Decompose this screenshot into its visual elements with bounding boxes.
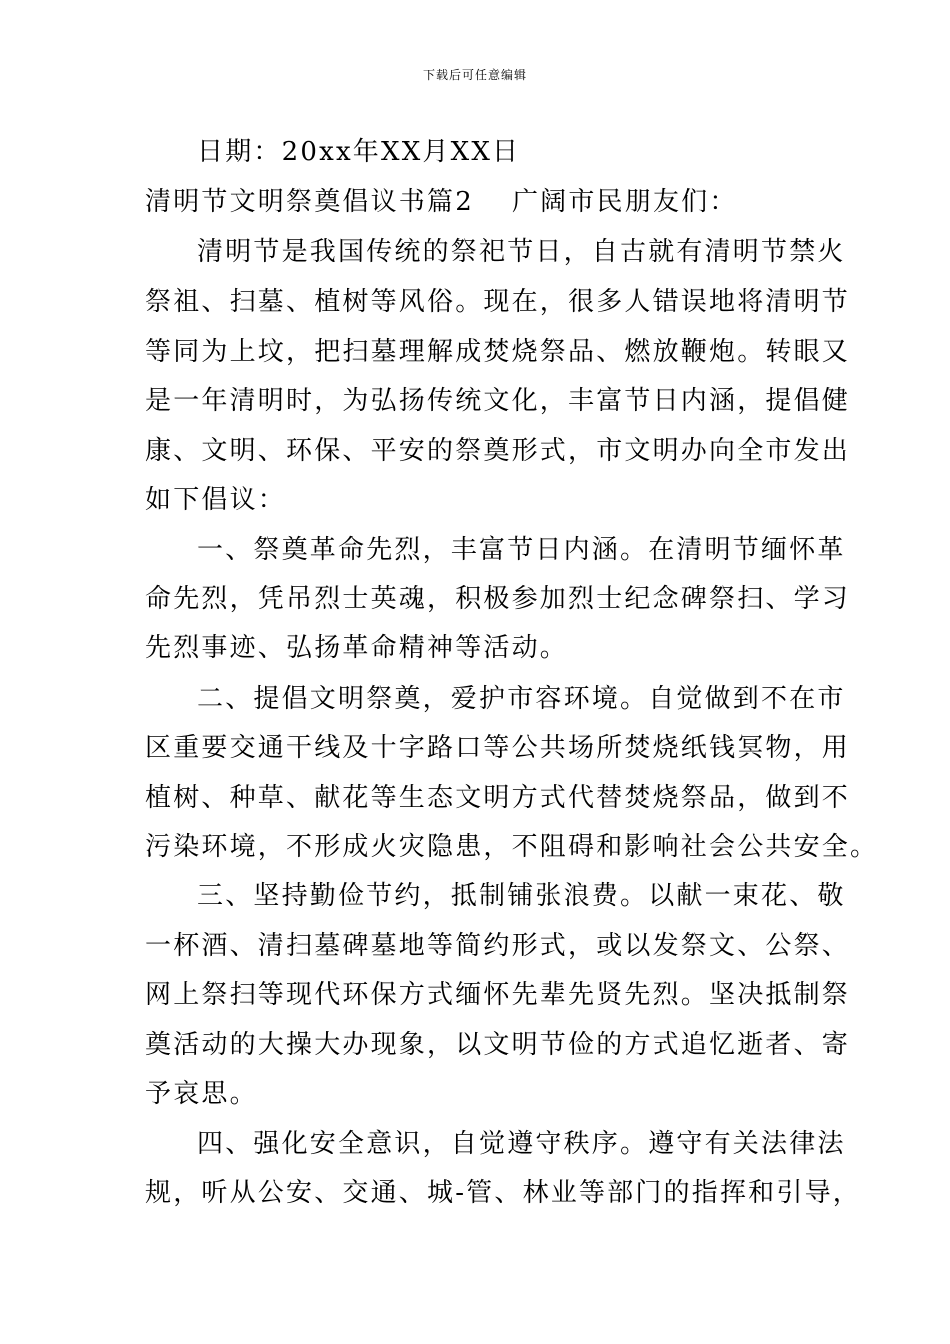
- document-title: 清明节文明祭奠倡议书篇2: [145, 187, 474, 217]
- body-line: 予哀思。: [145, 1079, 258, 1109]
- body-line: 是一年清明时，为弘扬传统文化，丰富节日内涵，提倡健: [145, 386, 851, 416]
- body-line: 网上祭扫等现代环保方式缅怀先辈先贤先烈。坚决抵制祭: [145, 980, 851, 1010]
- header-note: 下载后可任意编辑: [422, 68, 527, 82]
- body-line: 如下倡议：: [145, 485, 287, 515]
- body-line: 祭祖、扫墓、植树等风俗。现在，很多人错误地将清明节: [145, 287, 851, 317]
- body-line: 先烈事迹、弘扬革命精神等活动。: [145, 633, 569, 663]
- body-line: 四、强化安全意识，自觉遵守秩序。遵守有关法律法: [197, 1129, 846, 1159]
- body-line: 污染环境，不形成火灾隐患，不阻碍和影响社会公共安全。: [145, 832, 879, 862]
- body-line: 规，听从公安、交通、城-管、林业等部门的指挥和引导，: [145, 1178, 861, 1208]
- body-line: 等同为上坟，把扫墓理解成焚烧祭品、燃放鞭炮。转眼又: [145, 337, 851, 367]
- date-line: 日期：20xx年XX月XX日: [197, 137, 521, 167]
- greeting: 广阔市民朋友们：: [511, 187, 738, 217]
- body-line: 一、祭奠革命先烈，丰富节日内涵。在清明节缅怀革: [197, 535, 846, 565]
- body-line: 植树、种草、献花等生态文明方式代替焚烧祭品，做到不: [145, 783, 851, 813]
- body-line: 奠活动的大操大办现象，以文明节俭的方式追忆逝者、寄: [145, 1030, 851, 1060]
- body-line: 康、文明、环保、平安的祭奠形式，市文明办向全市发出: [145, 436, 851, 466]
- body-line: 二、提倡文明祭奠，爱护市容环境。自觉做到不在市: [197, 684, 846, 714]
- body-line: 一杯酒、清扫墓碑墓地等简约形式，或以发祭文、公祭、: [145, 931, 851, 961]
- body-line: 三、坚持勤俭节约，抵制铺张浪费。以献一束花、敬: [197, 881, 846, 911]
- body-line: 清明节是我国传统的祭祀节日，自古就有清明节禁火: [197, 237, 846, 267]
- title-line: [145, 187, 738, 217]
- body-line: 命先烈，凭吊烈士英魂，积极参加烈士纪念碑祭扫、学习: [145, 584, 851, 614]
- body-line: 区重要交通干线及十字路口等公共场所焚烧纸钱冥物，用: [145, 733, 851, 763]
